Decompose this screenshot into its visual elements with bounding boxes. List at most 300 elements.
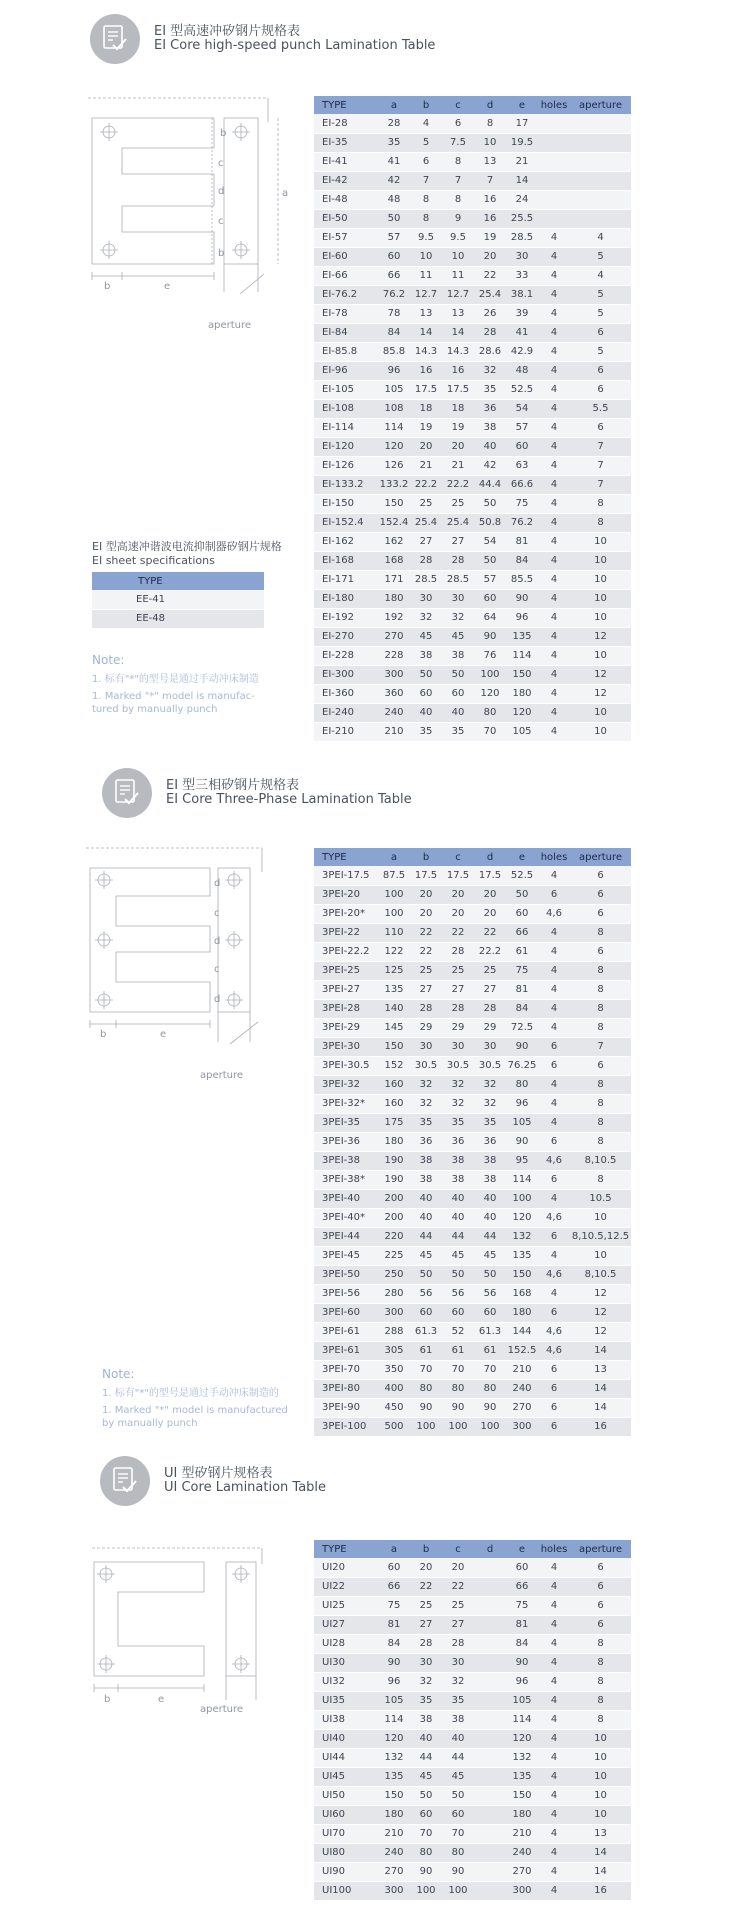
table-cell: 168	[378, 551, 410, 570]
table-cell: 60	[442, 1805, 474, 1824]
table-cell: 150	[506, 1786, 538, 1805]
table-cell: 8	[570, 1075, 631, 1094]
table-cell: EI-105	[314, 380, 378, 399]
table-cell: 4	[538, 866, 570, 885]
table-cell: 22.2	[442, 475, 474, 494]
table-cell: 8	[570, 1634, 631, 1653]
table-cell: 28.6	[474, 342, 506, 361]
table-cell: 9.5	[442, 228, 474, 247]
table-cell: 4	[538, 1284, 570, 1303]
ee-table-header: TYPE	[92, 572, 264, 590]
table-cell: 300	[506, 1881, 538, 1900]
table-cell: 6	[538, 1227, 570, 1246]
table-cell: 27	[410, 532, 442, 551]
table-row	[314, 1303, 631, 1322]
table-row	[314, 1037, 631, 1056]
table-cell: 4	[538, 608, 570, 627]
table-cell: 4,6	[538, 904, 570, 923]
table-cell: 24	[506, 190, 538, 209]
table-cell: 190	[378, 1170, 410, 1189]
table-cell: 32	[442, 1075, 474, 1094]
table-cell	[474, 1824, 506, 1843]
table-cell: 8,10.5,12.5	[570, 1227, 631, 1246]
table-cell: 5	[570, 247, 631, 266]
table-row	[314, 1151, 631, 1170]
table-cell: 28	[378, 114, 410, 133]
table-cell: 6	[570, 885, 631, 904]
table-cell: 4	[538, 1786, 570, 1805]
table-cell: 125	[378, 961, 410, 980]
table-cell: 61	[506, 942, 538, 961]
table-cell: 12.7	[410, 285, 442, 304]
table-cell: 3PEI-45	[314, 1246, 378, 1265]
table-cell: 20	[474, 885, 506, 904]
table-row	[314, 942, 631, 961]
table-cell: 22	[442, 923, 474, 942]
table-cell: 3PEI-17.5	[314, 866, 378, 885]
table-cell: 42.9	[506, 342, 538, 361]
table-cell: 6	[570, 1558, 631, 1577]
table-cell: EI-240	[314, 703, 378, 722]
table-cell: 12	[570, 665, 631, 684]
table-cell: 12	[570, 1303, 631, 1322]
table-cell: 38	[442, 1151, 474, 1170]
table-row	[314, 228, 631, 247]
table-cell: 30.5	[474, 1056, 506, 1075]
table-cell: 84	[506, 1634, 538, 1653]
table-cell: 120	[506, 703, 538, 722]
table-cell: EI-133.2	[314, 475, 378, 494]
table-cell: 12	[570, 1322, 631, 1341]
table-cell: 180	[506, 1303, 538, 1322]
table-cell: EI-126	[314, 456, 378, 475]
table-cell	[474, 1634, 506, 1653]
table-cell: 44	[410, 1748, 442, 1767]
table-cell: 13	[474, 152, 506, 171]
table-cell: 4	[538, 380, 570, 399]
table-cell: 132	[506, 1227, 538, 1246]
table-row	[314, 1246, 631, 1265]
table-cell: 114	[506, 1170, 538, 1189]
table-cell: 160	[378, 1075, 410, 1094]
table-cell: 25.4	[410, 513, 442, 532]
note-line-cn: 1. 标有"*"的型号是通过手动冲床制造	[92, 674, 259, 685]
note-title: Note:	[102, 1367, 135, 1381]
table-cell: 40	[474, 1208, 506, 1227]
table-row	[314, 399, 631, 418]
table-cell: 360	[378, 684, 410, 703]
table-cell: 27	[474, 980, 506, 999]
table-cell: 4	[538, 513, 570, 532]
table-cell: 16	[474, 190, 506, 209]
table-cell: 66	[378, 266, 410, 285]
table-cell: 28	[442, 942, 474, 961]
column-header: holes	[538, 1540, 570, 1558]
table-cell: 90	[378, 1653, 410, 1672]
table-cell: 95	[506, 1151, 538, 1170]
table-cell: 114	[506, 646, 538, 665]
table-cell: 4,6	[538, 1322, 570, 1341]
table-row	[314, 1113, 631, 1132]
table-cell: 60	[410, 1303, 442, 1322]
table-cell: 3PEI-22.2	[314, 942, 378, 961]
table-row	[314, 361, 631, 380]
table-cell: 22	[442, 1577, 474, 1596]
table-cell: EI-96	[314, 361, 378, 380]
column-header: b	[410, 96, 442, 114]
table-cell: 108	[378, 399, 410, 418]
table-row	[314, 532, 631, 551]
table-cell: 135	[378, 1767, 410, 1786]
table-cell: 100	[410, 1881, 442, 1900]
table-cell: 30	[442, 589, 474, 608]
table-cell: 30.5	[410, 1056, 442, 1075]
table-row	[314, 1094, 631, 1113]
table-cell: UI38	[314, 1710, 378, 1729]
table-cell: 10	[570, 589, 631, 608]
table-cell: 17.5	[442, 866, 474, 885]
table-cell: 180	[378, 1132, 410, 1151]
table-cell: 4	[538, 1748, 570, 1767]
table-cell: 132	[378, 1748, 410, 1767]
table-cell: 14.3	[442, 342, 474, 361]
table-cell: 4	[538, 1615, 570, 1634]
table-cell: 84	[378, 323, 410, 342]
table-cell: 10	[570, 1208, 631, 1227]
table-cell	[570, 133, 631, 152]
table-row	[314, 885, 631, 904]
table-cell: 3PEI-100	[314, 1417, 378, 1436]
note-line-en-cont: tured by manually punch	[92, 704, 218, 715]
table-cell	[474, 1596, 506, 1615]
table-cell: 6	[410, 152, 442, 171]
table-cell: 4	[538, 646, 570, 665]
table-cell: 30.5	[442, 1056, 474, 1075]
table-cell: 27	[410, 1615, 442, 1634]
table-cell: 140	[378, 999, 410, 1018]
dim-label-d2: d	[214, 936, 221, 947]
column-header: TYPE	[314, 96, 378, 114]
table-cell: 8	[570, 494, 631, 513]
table-cell: 10	[570, 1767, 631, 1786]
table-cell: 4	[538, 1018, 570, 1037]
table-row	[314, 551, 631, 570]
table-cell: 70	[442, 1360, 474, 1379]
table-cell: 160	[378, 1094, 410, 1113]
table-cell: 32	[442, 608, 474, 627]
table-cell: 3PEI-30.5	[314, 1056, 378, 1075]
table-row	[314, 1189, 631, 1208]
table-cell: 11	[442, 266, 474, 285]
table-cell: 7	[570, 1037, 631, 1056]
table-cell: 133.2	[378, 475, 410, 494]
table-cell: 192	[378, 608, 410, 627]
table-cell: 30	[410, 1037, 442, 1056]
table-row	[314, 866, 631, 885]
table-cell: 14	[570, 1862, 631, 1881]
table-cell: 78	[378, 304, 410, 323]
table-cell: 6	[570, 942, 631, 961]
dim-label-c2: c	[214, 964, 220, 975]
table-cell: 45	[442, 1246, 474, 1265]
table-cell: 16	[410, 361, 442, 380]
table-cell: 17.5	[410, 380, 442, 399]
table-cell: 3PEI-30	[314, 1037, 378, 1056]
table-cell	[474, 1577, 506, 1596]
table-cell: 75	[506, 494, 538, 513]
table-cell: 28.5	[410, 570, 442, 589]
dim-label-b3: b	[104, 281, 111, 292]
table-cell: 38.1	[506, 285, 538, 304]
table-cell: 45	[410, 1767, 442, 1786]
column-header: b	[410, 1540, 442, 1558]
table-cell: 32	[410, 1672, 442, 1691]
table-cell: 3PEI-40	[314, 1189, 378, 1208]
table-cell: 85.8	[378, 342, 410, 361]
table-cell: 36	[474, 1132, 506, 1151]
dim-label-c: c	[214, 908, 220, 919]
table-cell: 8	[570, 999, 631, 1018]
table-cell: 30	[410, 589, 442, 608]
table-row	[314, 152, 631, 171]
dim-label-c: c	[218, 158, 224, 169]
table-cell: 3PEI-38	[314, 1151, 378, 1170]
table-cell: 38	[442, 1170, 474, 1189]
table-row	[314, 1075, 631, 1094]
table-cell: 110	[378, 923, 410, 942]
table-cell: 4	[538, 570, 570, 589]
table-cell: 45	[410, 627, 442, 646]
table-cell: 100	[378, 885, 410, 904]
table-cell: 6	[538, 1417, 570, 1436]
table-cell: EI-76.2	[314, 285, 378, 304]
table-cell	[538, 209, 570, 228]
table-cell: 4	[538, 342, 570, 361]
table-cell: 32	[442, 1672, 474, 1691]
table-cell: 210	[378, 1824, 410, 1843]
table-cell: 96	[506, 608, 538, 627]
table-cell: 90	[506, 1037, 538, 1056]
table-cell: 3PEI-27	[314, 980, 378, 999]
table-cell	[474, 1805, 506, 1824]
table-cell: 4	[538, 942, 570, 961]
table-cell: 8	[570, 1094, 631, 1113]
table-cell: 57	[506, 418, 538, 437]
table-cell: 10	[570, 722, 631, 741]
table-cell: 4	[538, 437, 570, 456]
table-cell	[474, 1653, 506, 1672]
spec-table-ei-highspeed	[314, 96, 631, 742]
table-cell: 8	[570, 1710, 631, 1729]
table-cell: 300	[378, 1881, 410, 1900]
table-cell	[474, 1615, 506, 1634]
table-cell: 270	[378, 627, 410, 646]
table-cell: 96	[506, 1672, 538, 1691]
table-cell: 500	[378, 1417, 410, 1436]
table-cell: 72.5	[506, 1018, 538, 1037]
table-cell: EI-78	[314, 304, 378, 323]
table-cell: 17.5	[474, 866, 506, 885]
table-cell: 135	[378, 980, 410, 999]
table-cell: EI-50	[314, 209, 378, 228]
dim-label-aperture: aperture	[200, 1070, 244, 1081]
table-cell: 5	[410, 133, 442, 152]
table-cell: 56	[442, 1284, 474, 1303]
table-cell: 38	[474, 1151, 506, 1170]
table-cell: 96	[378, 1672, 410, 1691]
table-cell: 13	[410, 304, 442, 323]
table-cell: 29	[442, 1018, 474, 1037]
table-cell: 90	[442, 1862, 474, 1881]
table-row	[314, 608, 631, 627]
table-cell: 228	[378, 646, 410, 665]
table-row	[314, 1672, 631, 1691]
table-cell: 80	[506, 1075, 538, 1094]
table-cell: 52.5	[506, 866, 538, 885]
table-cell: EI-300	[314, 665, 378, 684]
dim-label-b: b	[104, 1694, 111, 1705]
table-cell: 25.4	[474, 285, 506, 304]
table-cell: 85.5	[506, 570, 538, 589]
table-cell: 8,10.5	[570, 1151, 631, 1170]
table-cell: 57	[378, 228, 410, 247]
table-cell: 3PEI-22	[314, 923, 378, 942]
table-cell: 84	[506, 551, 538, 570]
table-cell: 60	[474, 589, 506, 608]
table-cell: 105	[506, 1113, 538, 1132]
table-cell: 10	[570, 570, 631, 589]
dim-label-e: e	[158, 1694, 165, 1705]
table-cell: UI90	[314, 1862, 378, 1881]
table-cell: 44	[474, 1227, 506, 1246]
table-row	[314, 684, 631, 703]
table-cell: 4	[538, 323, 570, 342]
table-row	[314, 1558, 631, 1577]
table-cell: 35	[378, 133, 410, 152]
section-title-en: EI Core Three-Phase Lamination Table	[166, 792, 412, 807]
table-cell	[538, 152, 570, 171]
table-cell: 17.5	[410, 866, 442, 885]
table-cell	[538, 171, 570, 190]
table-cell: 3PEI-70	[314, 1360, 378, 1379]
table-cell: 100	[410, 1417, 442, 1436]
table-cell: 90	[474, 1398, 506, 1417]
table-cell	[570, 190, 631, 209]
table-cell: 305	[378, 1341, 410, 1360]
table-cell: 280	[378, 1284, 410, 1303]
dim-label-aperture: aperture	[208, 320, 252, 331]
table-cell: 6	[538, 885, 570, 904]
table-cell: 38	[410, 646, 442, 665]
table-cell: 45	[474, 1246, 506, 1265]
table-cell: EI-85.8	[314, 342, 378, 361]
table-cell: EI-41	[314, 152, 378, 171]
table-cell: 240	[506, 1379, 538, 1398]
table-cell: EI-210	[314, 722, 378, 741]
dim-label-e: e	[164, 281, 171, 292]
table-cell: 4	[538, 532, 570, 551]
table-cell: EI-180	[314, 589, 378, 608]
table-cell: 96	[506, 1094, 538, 1113]
table-cell: 20	[442, 437, 474, 456]
table-cell: 28	[442, 1634, 474, 1653]
table-cell: 3PEI-28	[314, 999, 378, 1018]
table-cell: 8,10.5	[570, 1265, 631, 1284]
table-cell: 120	[506, 1729, 538, 1748]
table-cell: 17	[506, 114, 538, 133]
table-cell: 60	[410, 684, 442, 703]
column-header: e	[506, 96, 538, 114]
table-cell: 19	[410, 418, 442, 437]
table-row	[314, 1824, 631, 1843]
table-cell: 48	[506, 361, 538, 380]
table-cell: 35	[442, 1691, 474, 1710]
table-row	[314, 1729, 631, 1748]
table-row	[314, 980, 631, 999]
table-cell: 16	[442, 361, 474, 380]
table-cell: 25	[474, 961, 506, 980]
table-cell: 28.5	[506, 228, 538, 247]
table-cell: 36	[410, 1132, 442, 1151]
table-cell: 8	[442, 152, 474, 171]
table-cell: 4	[538, 1653, 570, 1672]
table-cell: EI-192	[314, 608, 378, 627]
table-cell: 162	[378, 532, 410, 551]
section-title-cn: UI 型矽钢片规格表	[164, 1466, 273, 1481]
table-cell	[474, 1786, 506, 1805]
table-cell: 90	[474, 627, 506, 646]
table-cell: 9.5	[410, 228, 442, 247]
table-row	[314, 999, 631, 1018]
table-cell: 100	[474, 1417, 506, 1436]
section-title-cn: EI 型三相矽钢片规格表	[166, 778, 300, 793]
table-cell	[474, 1767, 506, 1786]
table-cell: EI-270	[314, 627, 378, 646]
table-cell: 300	[506, 1417, 538, 1436]
section-header-ei-three-phase	[102, 768, 502, 828]
table-cell: 4	[538, 665, 570, 684]
table-cell: 28	[474, 323, 506, 342]
table-cell: 57	[474, 570, 506, 589]
table-cell: 54	[506, 399, 538, 418]
column-header: e	[506, 1540, 538, 1558]
table-cell: 20	[410, 904, 442, 923]
table-cell: 36	[474, 399, 506, 418]
table-cell: EI-168	[314, 551, 378, 570]
table-cell: 80	[474, 703, 506, 722]
table-row	[314, 513, 631, 532]
table-cell: 3PEI-50	[314, 1265, 378, 1284]
table-cell: 16	[570, 1417, 631, 1436]
table-cell: 22	[474, 923, 506, 942]
table-cell: EI-48	[314, 190, 378, 209]
table-row	[314, 1862, 631, 1881]
table-cell: 14	[442, 323, 474, 342]
table-cell: 32	[474, 1094, 506, 1113]
table-cell: 30	[410, 1653, 442, 1672]
table-cell: 4	[538, 1189, 570, 1208]
table-cell: 6	[570, 1596, 631, 1615]
table-cell: EI-84	[314, 323, 378, 342]
table-cell: 8	[442, 190, 474, 209]
table-cell: 175	[378, 1113, 410, 1132]
table-cell: 4	[538, 722, 570, 741]
table-cell: 35	[474, 1113, 506, 1132]
table-cell: 4	[538, 627, 570, 646]
table-cell: 220	[378, 1227, 410, 1246]
table-row	[314, 1056, 631, 1075]
table-cell: 270	[506, 1398, 538, 1417]
